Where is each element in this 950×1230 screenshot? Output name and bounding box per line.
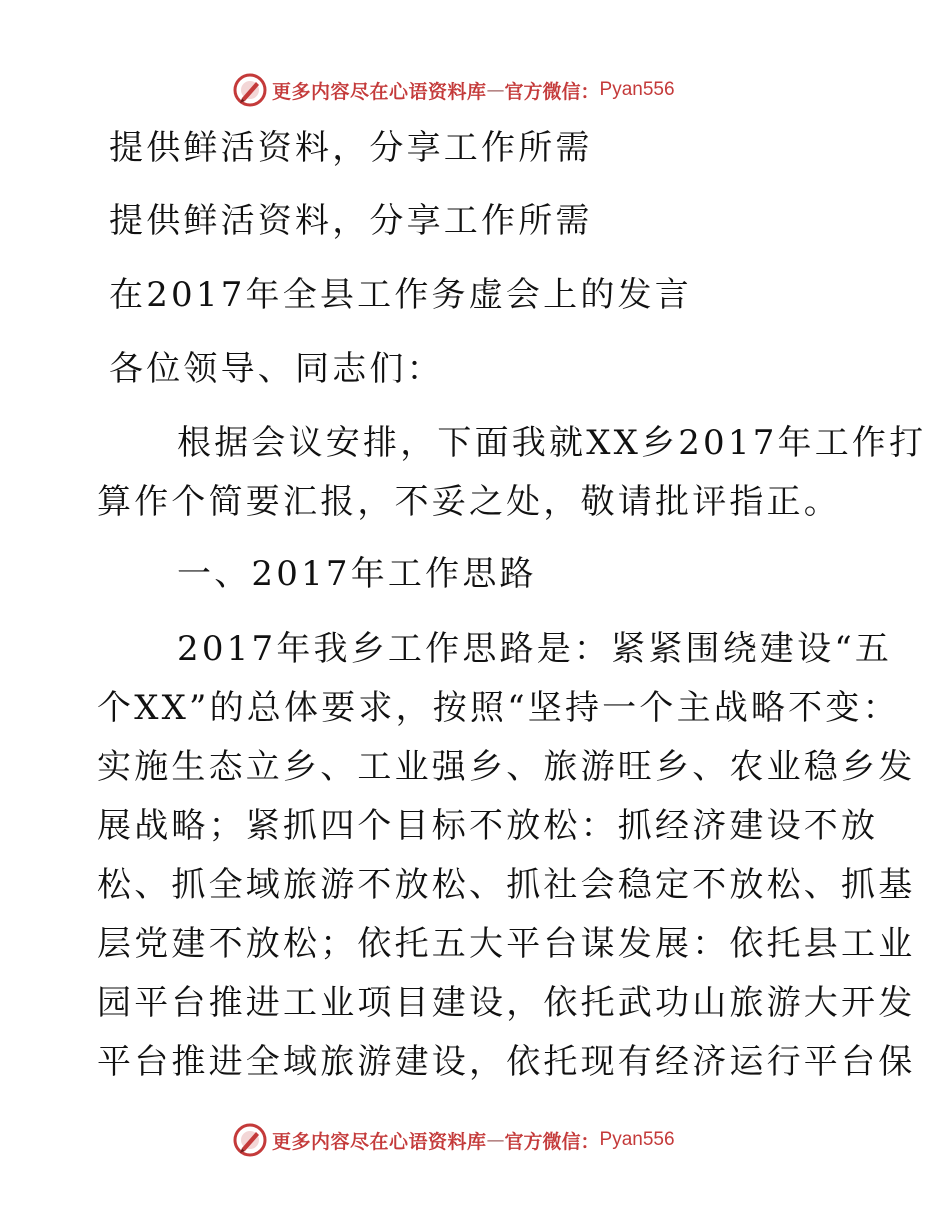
watermark-site-text: 更多内容尽在心语资料库 bbox=[272, 1130, 487, 1153]
body-paragraph-line: 展战略；紧抓四个目标不放松：抓经济建设不放 bbox=[97, 806, 879, 846]
body-paragraph-line: 实施生态立乡、工业强乡、旅游旺乡、农业稳乡发 bbox=[97, 747, 916, 787]
pen-logo-icon bbox=[232, 72, 268, 108]
watermark-wechat-label: 官方微信： bbox=[504, 80, 600, 103]
watermark-wechat-label: 官方微信： bbox=[504, 1130, 600, 1153]
watermark-dash: — bbox=[486, 79, 505, 101]
salutation: 各位领导、同志们： bbox=[109, 349, 444, 389]
body-paragraph-line: 个XX”的总体要求，按照“坚持一个主战略不变： bbox=[97, 688, 900, 728]
header-line: 提供鲜活资料，分享工作所需 bbox=[109, 201, 593, 241]
watermark-site-text: 更多内容尽在心语资料库 bbox=[272, 80, 487, 103]
watermark-wechat-id: Pyan556 bbox=[599, 79, 675, 100]
body-paragraph-line: 园平台推进工业项目建设，依托武功山旅游大开发 bbox=[97, 983, 916, 1023]
watermark-banner-bottom bbox=[232, 1122, 712, 1158]
body-paragraph-line: 松、抓全域旅游不放松、抓社会稳定不放松、抓基 bbox=[97, 865, 916, 905]
body-paragraph-line: 平台推进全域旅游建设，依托现有经济运行平台保 bbox=[97, 1042, 916, 1082]
body-paragraph-line: 层党建不放松；依托五大平台谋发展：依托县工业 bbox=[97, 924, 916, 964]
pen-logo-icon bbox=[232, 1122, 268, 1158]
header-line: 提供鲜活资料，分享工作所需 bbox=[109, 128, 593, 168]
intro-paragraph-line: 根据会议安排，下面我就XX乡2017年工作打 bbox=[177, 423, 927, 463]
watermark-dash: — bbox=[486, 1129, 505, 1151]
watermark-banner-top bbox=[232, 72, 712, 108]
intro-paragraph-line: 算作个简要汇报，不妥之处，敬请批评指正。 bbox=[97, 482, 841, 522]
document-title: 在2017年全县工作务虚会上的发言 bbox=[109, 275, 692, 315]
watermark-wechat-id: Pyan556 bbox=[599, 1129, 675, 1150]
body-paragraph-line: 2017年我乡工作思路是：紧紧围绕建设“五 bbox=[177, 629, 893, 669]
section-heading: 一、2017年工作思路 bbox=[177, 554, 537, 594]
